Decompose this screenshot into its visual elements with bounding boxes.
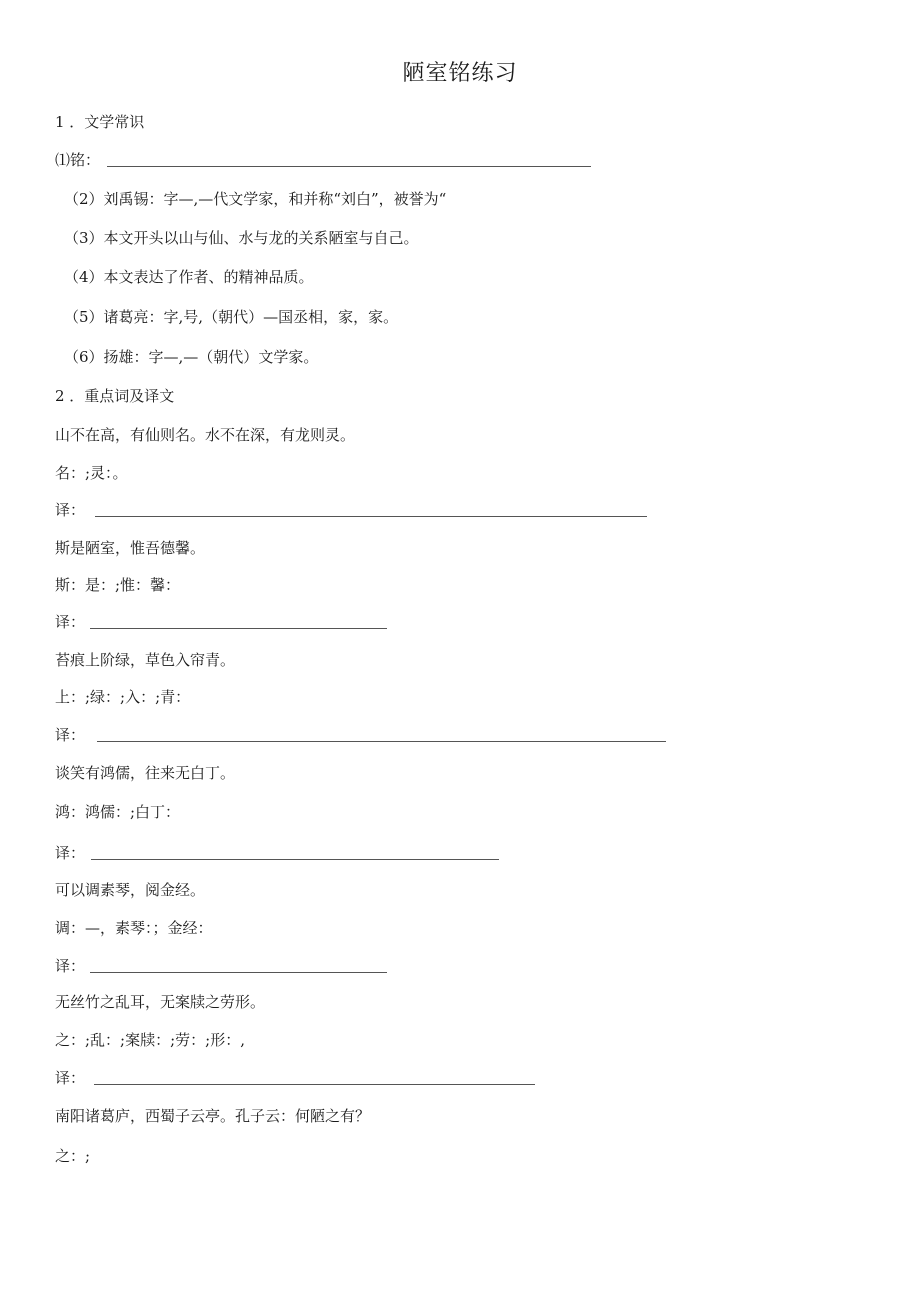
- translation-answer-line: [90, 628, 387, 629]
- translation-label: 译：: [55, 613, 86, 631]
- passage-sentence: 谈笑有鸿儒，往来无白丁。: [55, 764, 236, 782]
- page-title: 陋室铭练习: [402, 61, 518, 86]
- passage-words: 上：;绿：;入：;青：: [55, 688, 191, 706]
- passage-sentence: 斯是陋室，惟吾德馨。: [55, 539, 206, 557]
- translation-answer-line: [90, 972, 387, 973]
- translation-label: 译：: [55, 844, 86, 862]
- translation-label: 译：: [55, 501, 86, 519]
- passage-sentence: 可以调素琴，阅金经。: [55, 881, 206, 899]
- passage-words: 之：;: [55, 1147, 91, 1165]
- translation-label: 译：: [55, 957, 86, 975]
- item-5-text: （5）诸葛亮：字,号,（朝代）—国丞相，家，家。: [64, 308, 399, 326]
- passage-sentence: 南阳诸葛庐，西蜀子云亭。孔子云：何陋之有？: [55, 1107, 371, 1125]
- item-6-text: （6）扬雄：字—,—（朝代）文学家。: [64, 348, 319, 366]
- translation-answer-line: [94, 1084, 535, 1085]
- passage-sentence: 苔痕上阶绿，草色入帘青。: [55, 651, 236, 669]
- section-2-heading: 2 ．重点词及译文: [55, 387, 175, 405]
- translation-answer-line: [97, 741, 666, 742]
- passage-words: 调：—，素琴：；金经：: [55, 919, 213, 937]
- translation-answer-line: [91, 859, 499, 860]
- item-1-answer-line: [107, 166, 591, 167]
- item-1-label: ⑴铭：: [55, 151, 101, 169]
- item-4-text: （4）本文表达了作者、的精神品质。: [64, 268, 314, 286]
- translation-label: 译：: [55, 726, 86, 744]
- passage-words: 名：;灵：。: [55, 464, 128, 482]
- passage-words: 鸿：鸿儒：;白丁：: [55, 803, 181, 821]
- translation-answer-line: [95, 516, 647, 517]
- item-3-text: （3）本文开头以山与仙、水与龙的关系陋室与自己。: [64, 229, 419, 247]
- passage-sentence: 无丝竹之乱耳，无案牍之劳形。: [55, 993, 266, 1011]
- passage-words: 之：;乱：;案牍：;劳：;形：,: [55, 1031, 245, 1049]
- section-1-heading: 1 ．文学常识: [55, 113, 145, 131]
- passage-sentence: 山不在高，有仙则名。水不在深，有龙则灵。: [55, 426, 356, 444]
- item-2-text: （2）刘禹锡：字—,—代文学家，和并称“刘白”，被誉为“: [64, 190, 447, 208]
- translation-label: 译：: [55, 1069, 86, 1087]
- passage-words: 斯：是：;惟：馨：: [55, 576, 181, 594]
